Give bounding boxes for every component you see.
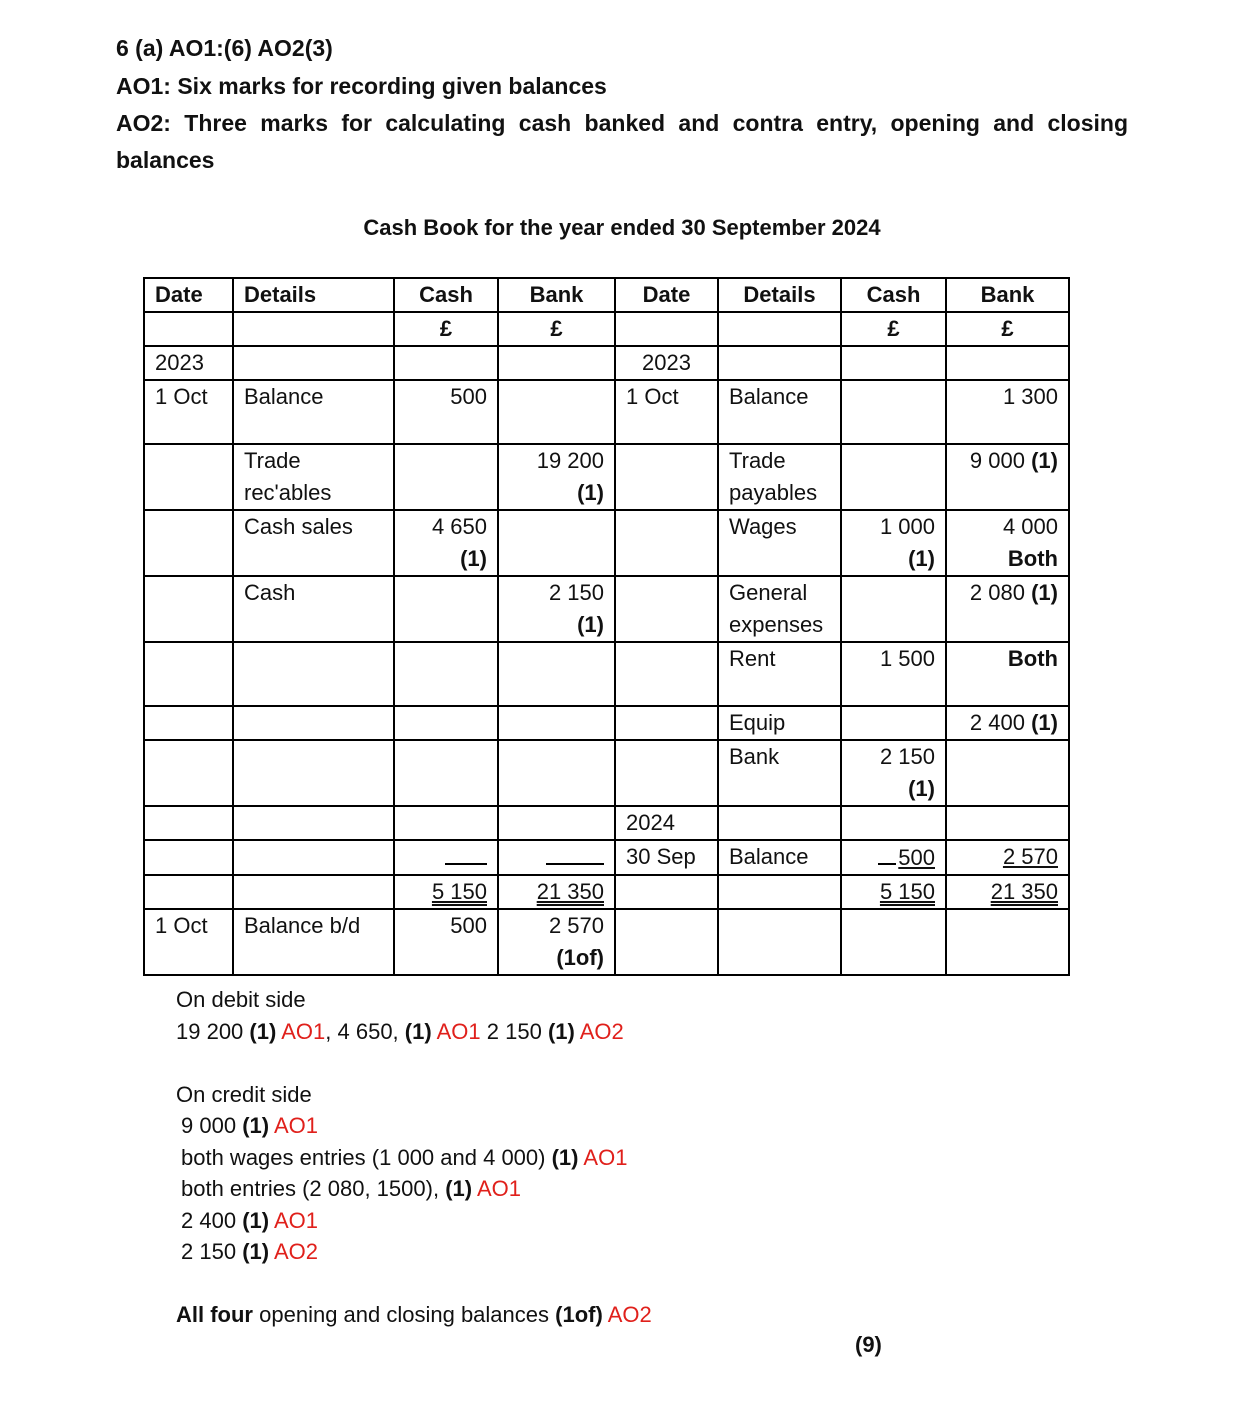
header-cash-right: Cash <box>841 278 946 312</box>
table-row <box>144 642 1069 706</box>
header-details-right: Details <box>718 278 841 312</box>
pound-sign: £ <box>946 312 1069 346</box>
bank-cell: 1 300 <box>946 380 1069 444</box>
table-row <box>144 909 1069 975</box>
cash-cell: 500 <box>841 840 946 875</box>
table-row <box>144 380 1069 444</box>
pound-sign: £ <box>498 312 615 346</box>
header-date-left: Date <box>144 278 233 312</box>
cash-cell: 1 000 (1) <box>841 510 946 576</box>
bank-cell: 2 080 (1) <box>946 576 1069 642</box>
underline-cell <box>394 840 498 875</box>
year-cell: 2024 <box>615 806 718 840</box>
totals-row <box>144 875 1069 909</box>
details-cell: Cash <box>233 576 394 642</box>
bank-total: 21 350 <box>946 875 1069 909</box>
underline-cell <box>498 840 615 875</box>
ao2-description-cont: balances <box>116 147 215 173</box>
bank-cell: 2 570 (1of) <box>498 909 615 975</box>
pound-sign: £ <box>841 312 946 346</box>
table-row <box>144 444 1069 510</box>
date-cell: 1 Oct <box>144 909 233 975</box>
list-item: both entries (2 080, 1500), (1) AO1 <box>181 1176 522 1201</box>
year-cell: 2023 <box>615 346 718 380</box>
details-cell: Trade payables <box>718 444 841 510</box>
bank-cell: 9 000 (1) <box>946 444 1069 510</box>
table-row <box>144 510 1069 576</box>
debit-marks: 19 200 (1) AO1, 4 650, (1) AO1 2 150 (1) AO2 <box>176 1019 624 1044</box>
details-cell: Trade rec'ables <box>233 444 394 510</box>
ao1-description: AO1: Six marks for recording given balances <box>116 73 607 99</box>
cash-cell: 1 500 <box>841 642 946 706</box>
bank-cell: 2 150 (1) <box>498 576 615 642</box>
units-row <box>144 312 1069 346</box>
table-row <box>144 740 1069 806</box>
details-cell: Bank <box>718 740 841 806</box>
list-item: 2 150 (1) AO2 <box>181 1239 319 1264</box>
table-row <box>144 806 1069 840</box>
details-cell: Balance <box>718 380 841 444</box>
table-row <box>144 840 1069 875</box>
cash-book-table <box>143 277 1070 976</box>
details-cell: General expenses <box>718 576 841 642</box>
details-cell: Balance b/d <box>233 909 394 975</box>
cash-total: 5 150 <box>394 875 498 909</box>
header-details-left: Details <box>233 278 394 312</box>
bank-cell: 2 570 <box>946 840 1069 875</box>
credit-list <box>181 1110 627 1268</box>
credit-heading: On credit side <box>176 1082 312 1107</box>
table-row <box>144 346 1069 380</box>
header-row <box>144 278 1069 312</box>
details-cell: Balance <box>233 380 394 444</box>
pound-sign: £ <box>394 312 498 346</box>
debit-heading: On debit side <box>176 987 306 1012</box>
bank-cell: 19 200 (1) <box>498 444 615 510</box>
header-cash-left: Cash <box>394 278 498 312</box>
cash-total: 5 150 <box>841 875 946 909</box>
list-item: both wages entries (1 000 and 4 000) (1) AO1 <box>181 1144 628 1170</box>
cash-cell: 4 650 (1) <box>394 510 498 576</box>
header-bank-right: Bank <box>946 278 1069 312</box>
question-heading: 6 (a) AO1:(6) AO2(3) <box>116 35 333 61</box>
details-cell: Rent <box>718 642 841 706</box>
bank-total: 21 350 <box>498 875 615 909</box>
cash-cell: 500 <box>394 909 498 975</box>
header-date-right: Date <box>615 278 718 312</box>
details-cell: Cash sales <box>233 510 394 576</box>
details-cell: Equip <box>718 706 841 740</box>
ao2-description: AO2: Three marks for calculating cash banked and contra entry, opening and closing <box>116 110 1128 136</box>
header-bank-left: Bank <box>498 278 615 312</box>
bank-cell: 4 000 Both <box>946 510 1069 576</box>
table-row <box>144 576 1069 642</box>
table-title: Cash Book for the year ended 30 September 2024 <box>363 215 881 240</box>
bank-cell: 2 400 (1) <box>946 706 1069 740</box>
final-mark-note: All four opening and closing balances (1of) AO2 <box>176 1302 652 1327</box>
list-item: 9 000 (1) AO1 <box>181 1113 319 1138</box>
year-cell: 2023 <box>144 346 233 380</box>
date-cell: 30 Sep <box>615 840 718 875</box>
cash-cell: 500 <box>394 380 498 444</box>
table-row <box>144 706 1069 740</box>
total-marks: (9) <box>855 1332 882 1357</box>
date-cell: 1 Oct <box>144 380 233 444</box>
date-cell: 1 Oct <box>615 380 718 444</box>
cash-cell: 2 150 (1) <box>841 740 946 806</box>
details-cell: Wages <box>718 510 841 576</box>
list-item: 2 400 (1) AO1 <box>181 1207 319 1233</box>
bank-cell: Both <box>946 642 1069 706</box>
details-cell: Balance <box>718 840 841 875</box>
